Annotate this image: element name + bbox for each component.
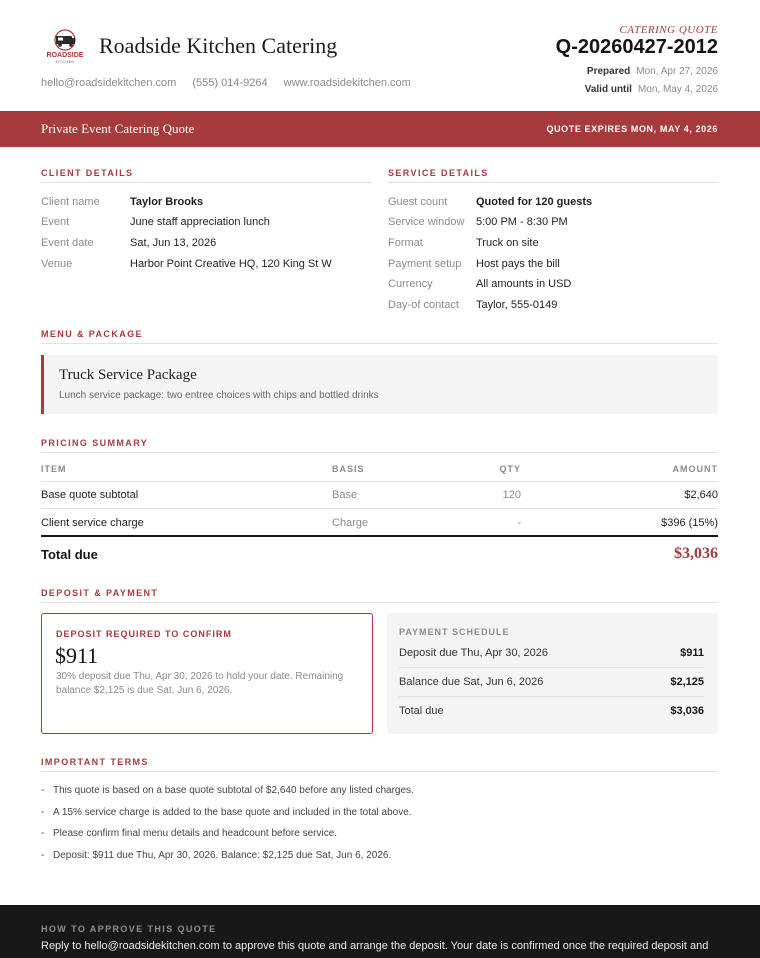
service-row-label: Service window — [388, 216, 465, 228]
pricing-summary-divider — [41, 452, 718, 453]
important-terms-title: IMPORTANT TERMS — [41, 757, 149, 767]
banner-title: Private Event Catering Quote — [41, 121, 195, 136]
client-row-value: Harbor Point Creative HQ, 120 King St W — [130, 258, 332, 270]
deposit-payment-divider — [41, 602, 718, 603]
company-contact — [41, 77, 424, 89]
client-row-value: Sat, Jun 13, 2026 — [130, 237, 217, 249]
prepared-date: Mon, Apr 27, 2026 — [636, 66, 718, 77]
approval-footer-text: Reply to hello@roadsidekitchen.com to approve this quote and arrange the deposit. Your date is confirmed once the required deposit and — [41, 940, 709, 952]
quote-banner — [0, 111, 760, 147]
quote-header — [0, 0, 760, 111]
deposit-payment-title: DEPOSIT & PAYMENT — [41, 588, 159, 598]
term-item: - This quote is based on a base quote subtotal of $2,640 before any listed charges. — [41, 785, 414, 796]
company-phone[interactable]: (555) 014-9264 — [192, 77, 268, 89]
pricing-row-qty: - — [517, 517, 521, 529]
schedule-divider — [399, 667, 704, 668]
deposit-note: 30% deposit due Thu, Apr 30, 2026 to hold your date. Remaining balance $2,125 is due Sat, Jun 6, 2026. — [56, 671, 344, 696]
package-name: Truck Service Package — [59, 367, 197, 383]
term-text: A 15% service charge is added to the base quote and included in the total above. — [53, 807, 412, 818]
term-item: - A 15% service charge is added to the base quote and included in the total above. — [41, 807, 412, 818]
menu-package-title: MENU & PACKAGE — [41, 329, 143, 339]
schedule-row-label: Balance due Sat, Jun 6, 2026 — [399, 676, 544, 688]
company-website[interactable]: www.roadsidekitchen.com — [283, 77, 411, 89]
pricing-header-item: ITEM — [41, 464, 67, 474]
prepared-date-row — [587, 66, 718, 77]
deposit-required-label: DEPOSIT REQUIRED TO CONFIRM — [56, 629, 232, 639]
pricing-header-qty: QTY — [499, 464, 521, 474]
package-description: Lunch service package: two entree choices with chips and bottled drinks — [59, 390, 379, 401]
pricing-header-divider — [41, 481, 718, 482]
client-row-label: Event — [41, 216, 70, 228]
client-row-value: June staff appreciation lunch — [130, 216, 270, 228]
valid-label: Valid until — [584, 84, 632, 95]
service-row-label: Day-of contact — [388, 299, 459, 311]
prepared-label: Prepared — [586, 66, 631, 77]
quote-label: CATERING QUOTE — [619, 24, 718, 36]
logo-text: ROADSIDE — [46, 52, 84, 59]
client-details-title: CLIENT DETAILS — [41, 168, 134, 178]
pricing-row-amount: $2,640 — [684, 489, 718, 501]
valid-until-row — [585, 84, 718, 95]
company-email[interactable]: hello@roadsidekitchen.com — [41, 77, 177, 89]
quote-number: Q-20260427-2012 — [555, 36, 718, 58]
payment-schedule-card — [387, 613, 718, 734]
total-due-amount: $3,036 — [674, 545, 718, 562]
deposit-amount: $911 — [55, 643, 99, 668]
client-row-label: Event date — [41, 237, 94, 249]
pricing-row-item: Client service charge — [41, 517, 144, 529]
service-row-label: Payment setup — [388, 258, 462, 270]
banner-expiry: QUOTE EXPIRES MON, MAY 4, 2026 — [546, 124, 718, 134]
total-due-label: Total due — [41, 547, 98, 562]
term-text: Deposit: $911 due Thu, Apr 30, 2026. Balance: $2,125 due Sat, Jun 6, 2026. — [53, 850, 392, 861]
schedule-row-amount: $3,036 — [670, 705, 704, 717]
schedule-row-amount: $911 — [680, 647, 704, 659]
approval-footer-title: HOW TO APPROVE THIS QUOTE — [41, 924, 217, 934]
service-row-value: Taylor, 555-0149 — [476, 299, 558, 311]
term-text: Please confirm final menu details and headcount before service. — [53, 828, 338, 839]
client-row-value: Taylor Brooks — [130, 196, 204, 208]
schedule-row-amount: $2,125 — [670, 676, 704, 688]
important-terms-divider — [41, 771, 718, 772]
service-row-value: Quoted for 120 guests — [476, 196, 593, 208]
service-row-value: Truck on site — [476, 237, 539, 249]
service-row-value: Host pays the bill — [476, 258, 560, 270]
client-details-divider — [41, 182, 372, 183]
food-truck-logo-icon — [42, 27, 88, 67]
pricing-row-divider — [41, 508, 718, 509]
service-details-title: SERVICE DETAILS — [388, 168, 489, 178]
client-row-label: Client name — [41, 196, 100, 208]
schedule-divider — [399, 696, 704, 697]
service-row-label: Currency — [388, 278, 433, 290]
pricing-summary-title: PRICING SUMMARY — [41, 438, 149, 448]
pricing-total-divider — [41, 535, 718, 537]
service-row-value: All amounts in USD — [476, 278, 572, 290]
term-text: This quote is based on a base quote subtotal of $2,640 before any listed charges. — [53, 785, 414, 796]
term-item: - Please confirm final menu details and headcount before service. — [41, 828, 338, 839]
pricing-header-amount: AMOUNT — [672, 464, 718, 474]
menu-package-divider — [41, 343, 718, 344]
deposit-required-card — [41, 613, 373, 734]
approval-footer — [0, 905, 760, 958]
service-row-label: Format — [388, 237, 423, 249]
package-card — [41, 355, 718, 414]
term-item: - Deposit: $911 due Thu, Apr 30, 2026. Balance: $2,125 due Sat, Jun 6, 2026. — [41, 850, 392, 861]
service-row-label: Guest count — [388, 196, 448, 208]
company-name: Roadside Kitchen Catering — [99, 33, 338, 58]
service-row-value: 5:00 PM - 8:30 PM — [476, 216, 568, 228]
pricing-row-basis: Base — [332, 489, 358, 501]
service-details-divider — [388, 182, 718, 183]
logo-subtext: KITCHEN — [55, 60, 75, 64]
pricing-row-qty: 120 — [502, 489, 521, 501]
client-row-label: Venue — [41, 258, 73, 270]
pricing-row-basis: Charge — [332, 517, 369, 529]
payment-schedule-label: PAYMENT SCHEDULE — [399, 627, 510, 637]
pricing-row-amount: $396 (15%) — [661, 517, 718, 529]
schedule-row-label: Deposit due Thu, Apr 30, 2026 — [399, 647, 549, 659]
valid-date: Mon, May 4, 2026 — [637, 84, 718, 95]
schedule-row-label: Total due — [399, 705, 444, 717]
pricing-row-item: Base quote subtotal — [41, 489, 139, 501]
pricing-header-basis: BASIS — [332, 464, 365, 474]
